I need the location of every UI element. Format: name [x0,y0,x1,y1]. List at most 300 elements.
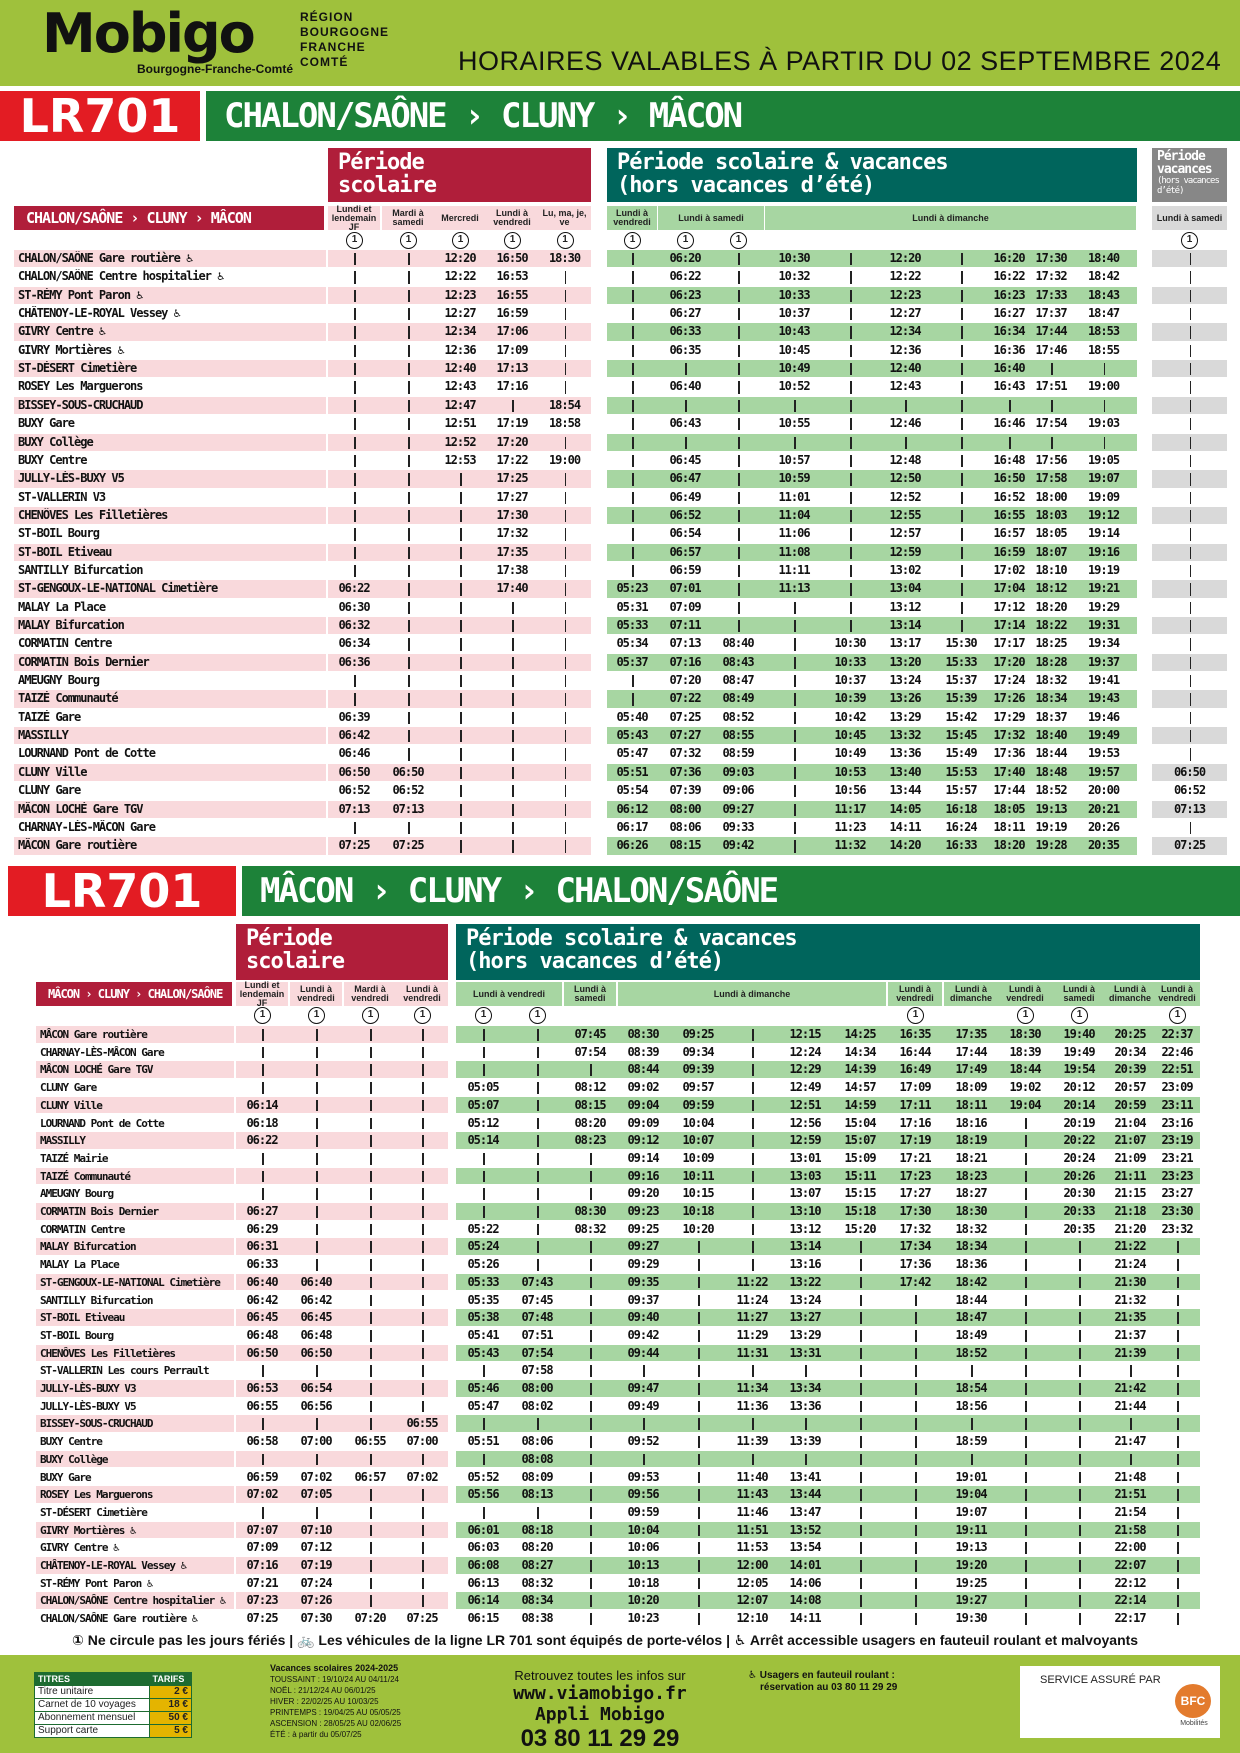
pass-through-mark [408,418,410,430]
time-cell: 09:25 [682,1027,714,1041]
time-cell: 17:44 [1035,324,1067,339]
day-header: Lundi à samedi [1152,206,1227,230]
pass-through-mark [915,1295,917,1307]
pass-through-mark [537,1206,539,1218]
time-cell: 12:22 [889,269,921,284]
pass-through-mark [850,528,852,540]
time-cell: 10:45 [834,728,866,743]
pass-through-mark [1025,1135,1027,1147]
time-cell: 06:53 [246,1381,278,1395]
pass-through-mark [1025,1171,1027,1183]
time-cell: 09:16 [627,1168,659,1183]
pass-through-mark [698,1613,700,1625]
pass-through-mark [590,1507,592,1519]
stop-name: TAIZÉ Communauté [40,1169,130,1183]
pass-through-mark [590,1330,592,1342]
time-cell: 20:22 [1063,1133,1095,1148]
time-cell: 12:36 [444,342,476,357]
pass-through-mark [565,767,567,779]
pass-through-mark [354,675,356,687]
time-cell: 05:05 [467,1080,499,1095]
pass-through-mark [408,528,410,540]
time-cell: 06:08 [467,1558,499,1572]
time-cell: 17:30 [1035,251,1067,265]
pass-through-mark [1177,1578,1179,1590]
time-cell: 12:00 [736,1558,768,1572]
time-cell: 05:38 [467,1310,499,1325]
pass-through-mark [537,1118,539,1130]
time-cell: 19:20 [955,1558,987,1572]
pass-through-mark [1025,1312,1027,1324]
pass-through-mark [512,657,514,669]
pass-through-mark [752,1029,754,1041]
time-cell: 17:36 [993,746,1025,761]
time-cell: 11:23 [834,819,866,834]
time-cell: 07:25 [392,838,424,853]
time-cell: 16:49 [899,1062,931,1077]
time-cell: 19:12 [1087,507,1120,522]
pass-through-mark [1190,308,1192,320]
pass-through-mark [370,1560,372,1572]
time-cell: 18:40 [1087,251,1120,265]
time-cell: 13:10 [789,1204,821,1218]
pass-through-mark [850,455,852,467]
pass-through-mark [915,1542,917,1554]
pass-through-mark [860,1613,862,1625]
day-header: Lundi à vendredi [998,982,1052,1006]
pass-through-mark [408,400,410,412]
pass-through-mark [1025,1542,1027,1554]
time-cell: 16:27 [993,306,1025,321]
pass-through-mark [565,363,567,375]
pass-through-mark [1190,326,1192,338]
stop-name: BUXY Gare [18,416,75,431]
time-cell: 16:40 [993,361,1025,376]
time-cell: 22:17 [1114,1611,1146,1626]
pass-through-mark [915,1436,917,1448]
pass-through-mark [483,1206,485,1218]
time-cell: 18:59 [955,1434,987,1449]
day-header: Lundi à dimanche [944,982,998,1006]
pass-through-mark [961,363,963,375]
pass-through-mark [590,1348,592,1360]
time-cell: 06:18 [246,1115,278,1130]
pass-through-mark [860,1295,862,1307]
holiday-marker-icon: 1 [346,232,363,249]
time-cell: 12:05 [736,1575,768,1590]
pass-through-mark [1025,1348,1027,1360]
pass-through-mark [915,1383,917,1395]
time-cell: 14:01 [789,1558,821,1572]
holiday-row: TOUSSAINT : 19/10/24 AU 04/11/24 [270,1675,399,1684]
pass-through-mark [316,1365,318,1377]
time-cell: 09:40 [627,1310,659,1325]
time-cell: 13:01 [789,1150,821,1165]
pass-through-mark [794,602,796,614]
pass-through-mark [1177,1295,1179,1307]
pass-through-mark [971,1365,973,1377]
time-cell: 05:14 [467,1133,499,1148]
pass-through-mark [1190,602,1192,614]
phone-number[interactable]: 03 80 11 29 29 [520,1725,680,1752]
pass-through-mark [408,510,410,522]
website-link[interactable]: www.viamobigo.fr [513,1683,687,1704]
pass-through-mark [698,1277,700,1289]
time-cell: 17:33 [1035,287,1067,302]
pass-through-mark [850,547,852,559]
pass-through-mark [537,1064,539,1076]
pass-through-mark [1025,1418,1027,1430]
pass-through-mark [632,473,634,485]
pass-through-mark [1079,1365,1081,1377]
time-cell: 07:20 [354,1611,386,1626]
all-row-bg [456,1451,1200,1468]
stop-name: MASSILLY [18,728,68,743]
school-row-bg [236,1185,448,1202]
time-cell: 07:11 [669,618,701,632]
pass-through-mark [1025,1259,1027,1271]
time-cell: 12:46 [889,416,921,431]
pass-through-mark [1079,1383,1081,1395]
time-cell: 06:45 [246,1310,278,1325]
pass-through-mark [460,638,462,650]
day-header: Lundi à vendredi [1154,982,1200,1006]
stop-name: BISSEY-SOUS-CRUCHAUD [40,1417,153,1431]
time-cell: 07:25 [1173,838,1206,853]
pass-through-mark [1130,1418,1132,1430]
pass-through-mark [794,748,796,760]
pass-through-mark [961,565,963,577]
school-row-bg [236,1451,448,1468]
pass-through-mark [1190,730,1192,742]
stop-name: MÂCON Gare routière [40,1028,147,1041]
time-cell: 08:15 [574,1097,606,1112]
time-cell: 09:35 [627,1274,659,1289]
time-cell: 06:50 [338,764,370,779]
pass-through-mark [483,1418,485,1430]
pass-through-mark [565,583,567,595]
time-cell: 13:12 [889,599,921,614]
region-line: FRANCHE [300,40,366,54]
time-cell: 18:42 [1087,269,1120,284]
pass-through-mark [370,1578,372,1590]
time-cell: 17:11 [899,1097,931,1112]
pass-through-mark [752,1064,754,1076]
time-cell: 20:25 [1114,1027,1146,1041]
time-cell: 06:31 [246,1239,278,1254]
time-cell: 08:32 [521,1575,553,1590]
time-cell: 18:55 [1087,342,1120,357]
pass-through-mark [971,1454,973,1466]
time-cell: 08:13 [521,1487,553,1502]
pass-through-mark [1177,1454,1179,1466]
pass-through-mark [1177,1348,1179,1360]
fare-name: Titre unitaire [35,1686,150,1699]
pass-through-mark [698,1401,700,1413]
pass-through-mark [370,1525,372,1537]
time-cell: 07:00 [406,1434,438,1449]
service-label: SERVICE ASSURÉ PAR [1040,1674,1161,1686]
day-header: Lundi à vendredi [888,982,942,1006]
time-cell: 08:06 [669,819,701,834]
time-cell: 17:40 [993,764,1025,779]
time-cell: 18:36 [955,1257,987,1272]
time-cell: 08:34 [521,1593,553,1608]
time-cell: 20:26 [1087,819,1120,834]
fares-head: TARIFS [149,1673,191,1686]
pass-through-mark [1025,1401,1027,1413]
pass-through-mark [537,1082,539,1094]
time-cell: 05:24 [467,1239,499,1254]
stop-name: MASSILLY [40,1134,85,1148]
time-cell: 06:50 [246,1345,278,1360]
pass-through-mark [632,271,634,283]
time-cell: 07:05 [300,1487,332,1502]
pass-through-mark [422,1507,424,1519]
mobigo-logo-sub: Bourgogne-Franche-Comté [137,62,293,76]
pass-through-mark [1177,1241,1179,1253]
time-cell: 19:34 [1087,636,1120,651]
time-cell: 10:42 [834,709,866,724]
time-cell: 21:35 [1114,1310,1146,1325]
pass-through-mark [422,1171,424,1183]
time-cell: 05:07 [467,1097,499,1112]
pass-through-mark [860,1454,862,1466]
pass-through-mark [590,1383,592,1395]
period-label: scolaire [338,173,436,198]
time-cell: 21:30 [1114,1274,1146,1289]
pass-through-mark [565,785,567,797]
period-vac-header [1152,148,1227,202]
all-row-bg [607,397,1137,414]
pass-through-mark [408,638,410,650]
pass-through-mark [850,271,852,283]
time-cell: 13:24 [789,1292,821,1307]
holidays-title: Vacances scolaires 2024-2025 [270,1663,399,1673]
pass-through-mark [738,492,740,504]
pass-through-mark [1025,1277,1027,1289]
time-cell: 18:12 [1035,581,1067,596]
time-cell: 20:30 [1063,1186,1095,1201]
pass-through-mark [860,1595,862,1607]
time-cell: 17:29 [993,709,1025,724]
pass-through-mark [1190,492,1192,504]
pass-through-mark [1025,1578,1027,1590]
stop-name: JULLY-LÈS-BUXY V5 [40,1399,136,1413]
pass-through-mark [316,1188,318,1200]
pass-through-mark [422,1330,424,1342]
time-cell: 06:22 [338,581,370,596]
stop-name: SANTILLY Bifurcation [18,562,143,577]
time-cell: 16:20 [993,251,1025,265]
pass-through-mark [1190,638,1192,650]
pass-through-mark [1025,1206,1027,1218]
pass-through-mark [422,1241,424,1253]
pass-through-mark [408,253,410,265]
time-cell: 23:21 [1161,1150,1193,1165]
time-cell: 10:20 [682,1221,714,1236]
time-cell: 13:31 [789,1345,821,1360]
pass-through-mark [961,253,963,265]
time-cell: 17:40 [496,581,528,596]
time-cell: 06:39 [338,709,370,724]
time-cell: 19:40 [1063,1027,1095,1041]
time-cell: 19:19 [1035,819,1067,834]
pass-through-mark [565,290,567,302]
time-cell: 09:49 [627,1398,659,1413]
time-cell: 17:30 [496,507,528,522]
pass-through-mark [1079,1348,1081,1360]
pass-through-mark [590,1418,592,1430]
pass-through-mark [752,1206,754,1218]
pass-through-mark [483,1365,485,1377]
stop-name: ST-BOIL Bourg [18,526,99,541]
pass-through-mark [354,253,356,265]
pass-through-mark [1190,583,1192,595]
pass-through-mark [1079,1330,1081,1342]
pass-through-mark [354,492,356,504]
pass-through-mark [370,1029,372,1041]
pass-through-mark [1079,1542,1081,1554]
time-cell: 16:55 [993,507,1025,522]
time-cell: 18:40 [1035,728,1067,743]
time-cell: 18:10 [1035,562,1067,577]
time-cell: 15:30 [945,636,977,651]
time-cell: 12:57 [889,526,921,541]
time-cell: 11:17 [834,801,866,816]
time-cell: 05:47 [467,1398,499,1413]
time-cell: 06:55 [246,1398,278,1413]
time-cell: 05:33 [616,618,648,632]
pass-through-mark [565,712,567,724]
pass-through-mark [1190,473,1192,485]
holiday-marker-icon: 1 [452,232,469,249]
pass-through-mark [1079,1295,1081,1307]
day-header: Lundi à vendredi [396,982,448,1006]
pass-through-mark [422,1082,424,1094]
pass-through-mark [460,840,462,852]
pass-through-mark [632,565,634,577]
stop-name: ST-BOIL Etiveau [18,544,112,559]
time-cell: 10:37 [778,306,810,321]
time-cell: 17:27 [496,489,528,504]
time-cell: 08:00 [521,1381,553,1395]
time-cell: 18:32 [1035,673,1067,688]
stop-name: LOURNAND Pont de Cotte [40,1116,164,1130]
time-cell: 17:25 [496,471,528,486]
pass-through-mark [1177,1525,1179,1537]
time-cell: 18:39 [1009,1044,1041,1059]
pass-through-mark [422,1595,424,1607]
time-cell: 07:07 [246,1522,278,1537]
time-cell: 06:55 [406,1416,438,1431]
pass-through-mark [1190,547,1192,559]
pass-through-mark [422,1348,424,1360]
time-cell: 18:25 [1035,636,1067,651]
pass-through-mark [1177,1595,1179,1607]
time-cell: 21:18 [1114,1204,1146,1218]
pass-through-mark [643,1418,645,1430]
pass-through-mark [1177,1418,1179,1430]
time-cell: 06:14 [467,1593,499,1608]
time-cell: 18:22 [1035,618,1067,632]
period-label: (hors vacances d’été) [1157,176,1219,196]
time-cell: 20:12 [1063,1080,1095,1095]
time-cell: 16:55 [496,287,528,302]
pass-through-mark [460,473,462,485]
stop-name: CHALON/SAÔNE Centre hospitalier ♿ [18,269,224,284]
time-cell: 05:46 [467,1381,499,1395]
time-cell: 08:47 [722,673,754,688]
time-cell: 14:11 [789,1611,821,1626]
pass-through-mark [915,1507,917,1519]
time-cell: 13:02 [889,562,921,577]
time-cell: 12:55 [889,507,921,522]
pass-through-mark [460,804,462,816]
time-cell: 11:29 [736,1327,768,1342]
stop-name: GIVRY Centre ♿ [18,324,106,339]
pass-through-mark [590,1064,592,1076]
holiday-row: ÉTÉ : à partir du 05/07/25 [270,1730,362,1739]
pass-through-mark [316,1241,318,1253]
pass-through-mark [794,712,796,724]
pass-through-mark [422,1383,424,1395]
time-cell: 17:24 [993,673,1025,688]
time-cell: 06:50 [300,1345,332,1360]
holiday-marker-icon: 1 [362,1007,379,1024]
pass-through-mark [794,785,796,797]
time-cell: 18:37 [1035,709,1067,724]
route-title: CHALON/SAÔNE › CLUNY › MÂCON [224,96,742,136]
time-cell: 07:25 [669,709,701,724]
time-cell: 21:48 [1114,1469,1146,1484]
time-cell: 12:27 [444,306,476,321]
pass-through-mark [422,1295,424,1307]
pass-through-mark [961,602,963,614]
time-cell: 08:18 [521,1522,553,1537]
time-cell: 07:54 [574,1044,606,1059]
pass-through-mark [850,253,852,265]
pass-through-mark [1079,1489,1081,1501]
time-cell: 11:34 [736,1381,768,1395]
time-cell: 06:45 [300,1310,332,1325]
pass-through-mark [354,400,356,412]
stop-name: LOURNAND Pont de Cotte [18,746,155,761]
time-cell: 07:16 [669,654,701,669]
pass-through-mark [1025,1560,1027,1572]
pass-through-mark [805,1454,807,1466]
pass-through-mark [565,638,567,650]
time-cell: 10:37 [834,673,866,688]
time-cell: 08:30 [574,1204,606,1218]
time-cell: 05:52 [467,1469,499,1484]
direction-label: MÂCON › CLUNY › CHALON/SAÔNE [36,982,232,1006]
time-cell: 17:44 [993,783,1025,798]
pass-through-mark [316,1064,318,1076]
pass-through-mark [460,693,462,705]
pass-through-mark [738,547,740,559]
time-cell: 12:40 [444,361,476,376]
pass-through-mark [850,418,852,430]
time-cell: 10:49 [834,746,866,761]
time-cell: 06:52 [669,507,701,522]
day-header: Lu, ma, je, ve [538,206,591,230]
time-cell: 21:04 [1114,1115,1146,1130]
pass-through-mark [860,1525,862,1537]
pass-through-mark [460,785,462,797]
time-cell: 12:24 [789,1044,821,1059]
time-cell: 08:23 [574,1133,606,1148]
